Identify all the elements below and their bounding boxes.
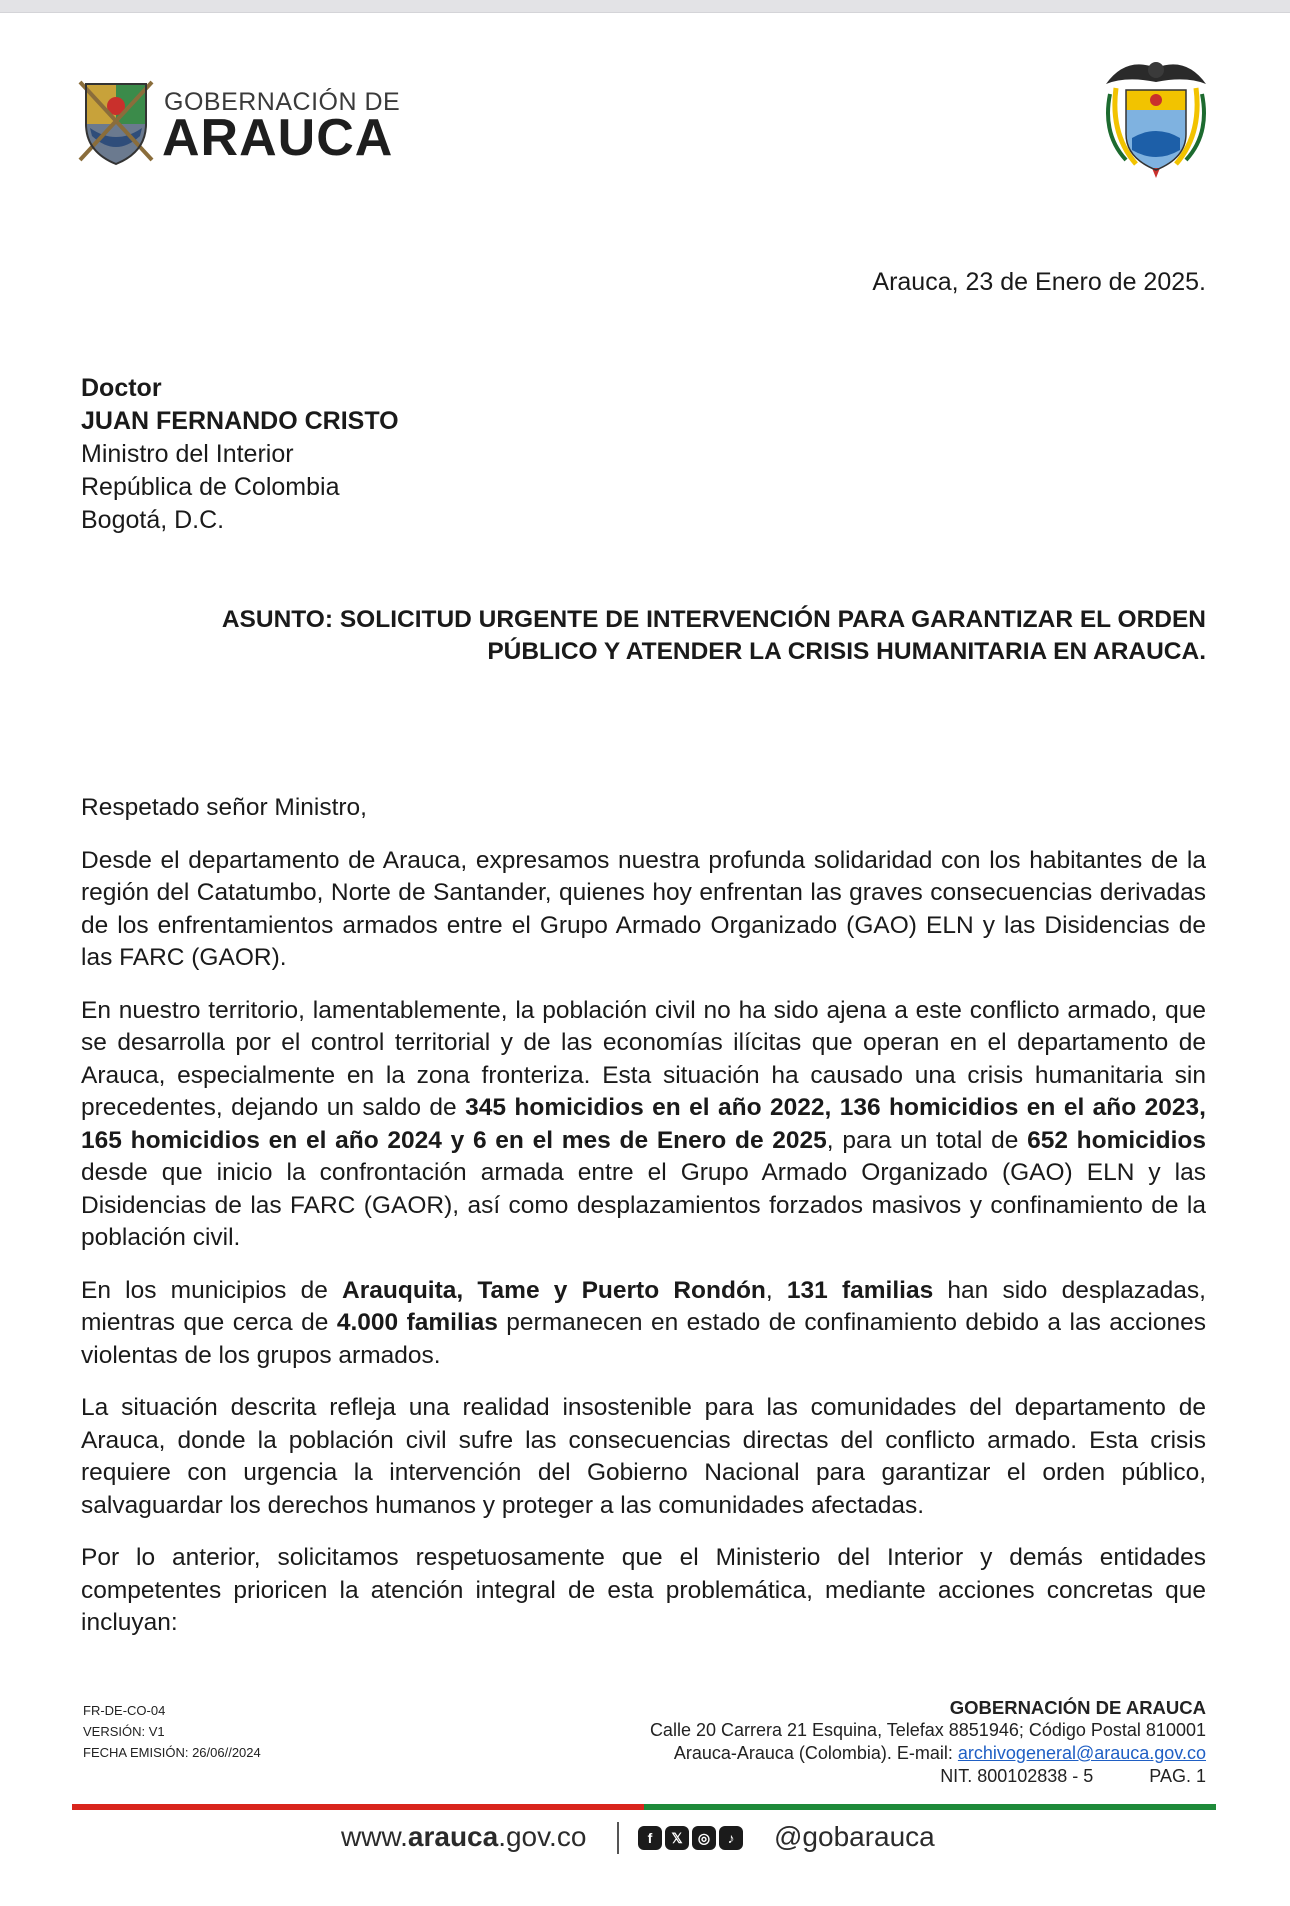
p3-text-c: , — [765, 1276, 787, 1304]
footer-address: Calle 20 Carrera 21 Esquina, Telefax 8851946; Código Postal 810001 — [649, 1720, 1206, 1740]
p3-displaced-families: 131 familias — [786, 1276, 934, 1304]
website-link[interactable] — [341, 1821, 586, 1853]
page-number: PAG. 1 — [1149, 1766, 1206, 1786]
addressee-name: JUAN FERNANDO CRISTO — [81, 407, 399, 435]
p3-text-g: permanecen en estado de confinamiento debido a las acciones violentas de los grupos armados. — [81, 1309, 1206, 1369]
p3-text-a: En los municipios de — [81, 1276, 343, 1304]
tiktok-icon[interactable]: ♪ — [719, 1826, 743, 1850]
web-domain: arauca — [407, 1821, 499, 1852]
logo-text-line2: ARAUCA — [162, 109, 394, 167]
p3-confined-families: 4.000 familias — [336, 1309, 498, 1336]
footer-email-line — [650, 1742, 1206, 1765]
p2-text-c: , para un total de — [826, 1126, 1028, 1154]
footer-org-name: GOBERNACIÓN DE ARAUCA — [949, 1697, 1206, 1718]
addressee-country: República de Colombia — [81, 473, 340, 501]
addressee-title: Doctor — [81, 374, 162, 402]
arauca-shield-icon — [78, 76, 154, 166]
p2-homicide-figures: 345 homicidios en el año 2022, 136 homicidios en el año 2023, 165 homicidios en el año 2024 y 6 en el mes de Enero de 2025 — [81, 1094, 1206, 1154]
document-code: FR-DE-CO-04 — [83, 1703, 166, 1718]
footer-nit-line — [650, 1765, 1206, 1788]
gobernacion-logo — [78, 72, 401, 172]
social-handle[interactable]: @gobarauca — [774, 1821, 935, 1852]
letter-date: Arauca, 23 de Enero de 2025. — [872, 268, 1206, 296]
paragraph-4: La situación descrita refleja una realidad insostenible para las comunidades del departamento de Arauca, donde la población civil sufre las consecuencias directas del conflicto armado. Esta crisis requiere con urgencia la intervención del Gobierno Nacional para garantizar el orden público, salvaguardar los derechos humanos y proteger a las comunidades afectadas. — [81, 1394, 1206, 1519]
p2-text-a: En nuestro territorio, lamentablemente, la población civil no ha sido ajena a este conflicto armado, que se desarrolla por el control territorial y de las economías ilícitas que operan en el departamento de Arauca, especialmente en la zona fronteriza. Esta situación ha causado una crisis humanitaria sin precedentes, dejando un saldo de — [81, 996, 1206, 1121]
p2-text-e: desde que inicio la confrontación armada entre el Grupo Armado Organizado (GAO) ELN y las Disidencias de las FARC (GAOR), así como desplazamientos forzados masivos y confinamiento de la población civil. — [81, 1159, 1206, 1251]
instagram-icon[interactable]: ◎ — [692, 1826, 716, 1850]
x-twitter-icon[interactable]: 𝕏 — [665, 1826, 689, 1850]
web-suffix: .gov.co — [498, 1821, 587, 1852]
addressee-position: Ministro del Interior — [81, 440, 294, 468]
colombia-coat-of-arms-icon — [1096, 54, 1216, 180]
stripe-green — [644, 1804, 1216, 1810]
p3-municipalities: Arauquita, Tame y Puerto Rondón — [342, 1276, 766, 1304]
logo-text-line1: GOBERNACIÓN DE — [164, 88, 401, 116]
p3-text-e: han sido desplazadas, mientras que cerca de — [81, 1276, 1206, 1336]
contact-block — [650, 1696, 1206, 1788]
addressee-block — [81, 372, 399, 537]
paragraph-3 — [81, 1275, 1206, 1373]
letter-body — [81, 792, 1206, 1660]
greeting: Respetado señor Ministro, — [81, 794, 367, 821]
paragraph-1: Desde el departamento de Arauca, expresamos nuestra profunda solidaridad con los habitantes de la región del Catatumbo, Norte de Santander, quienes hoy enfrentan las graves consecuencias derivadas de los enfrentamientos armados entre el Grupo Armado Organizado (GAO) ELN y las Disidencias de las FARC (GAOR). — [81, 846, 1206, 971]
subject-line-2: PÚBLICO Y ATENDER LA CRISIS HUMANITARIA EN ARAUCA. — [487, 638, 1206, 665]
footer-nit: NIT. 800102838 - 5 — [940, 1766, 1094, 1786]
footer-color-stripe — [72, 1804, 1216, 1810]
addressee-city: Bogotá, D.C. — [81, 506, 225, 534]
subject-line — [130, 604, 1206, 668]
paragraph-5: Por lo anterior, solicitamos respetuosamente que el Ministerio del Interior y demás entidades competentes prioricen la atención integral de esta problemática, mediante acciones concretas que incluyan: — [81, 1544, 1206, 1636]
stripe-red — [72, 1804, 644, 1810]
email-link[interactable]: archivogeneral@arauca.gov.co — [957, 1743, 1206, 1763]
web-prefix: www. — [341, 1821, 408, 1852]
document-issue-date: FECHA EMISIÓN: 26/06//2024 — [83, 1745, 261, 1760]
p2-total-homicides: 652 homicidios — [1027, 1126, 1206, 1154]
footer-divider — [617, 1822, 619, 1854]
document-version: VERSIÓN: V1 — [83, 1724, 165, 1739]
subject-line-1: ASUNTO: SOLICITUD URGENTE DE INTERVENCIÓN PARA GARANTIZAR EL ORDEN — [221, 606, 1206, 633]
document-control-block — [83, 1700, 261, 1763]
facebook-icon[interactable]: f — [638, 1826, 662, 1850]
top-edge-bar — [0, 0, 1290, 13]
footer-email-prefix: Arauca-Arauca (Colombia). E-mail: — [673, 1743, 958, 1763]
paragraph-2 — [81, 995, 1206, 1255]
